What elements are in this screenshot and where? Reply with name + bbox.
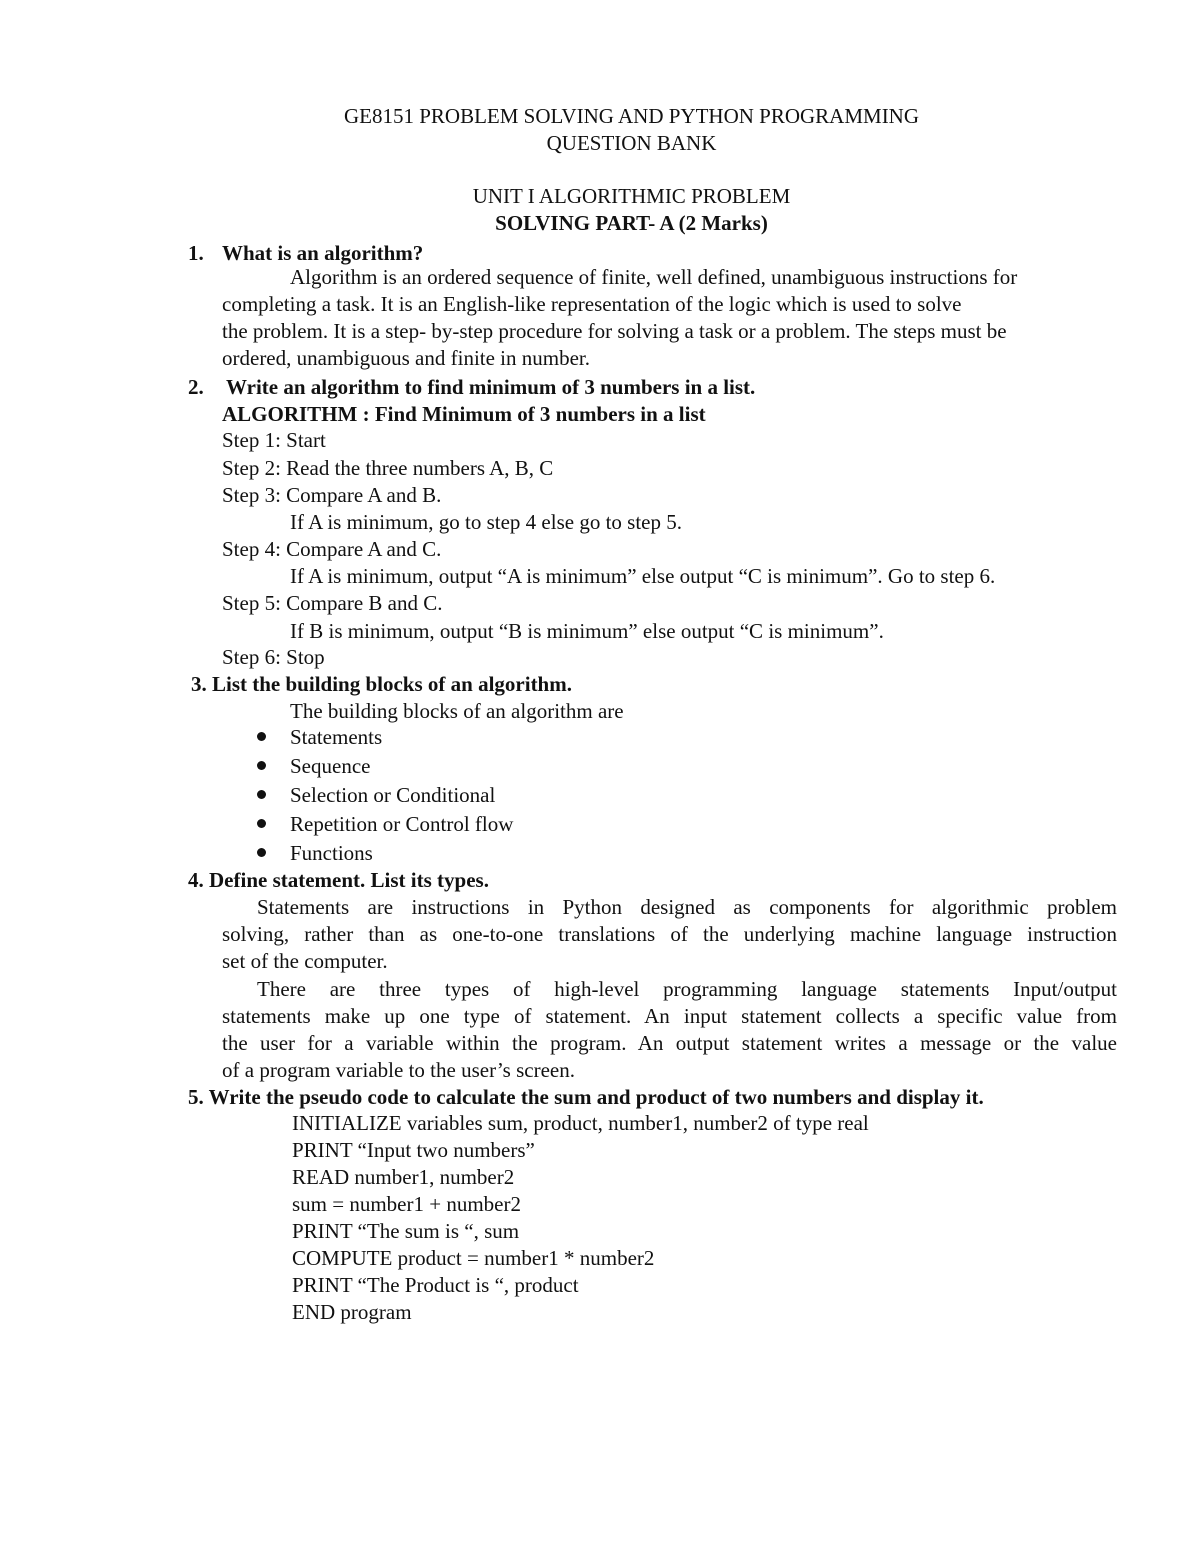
pseudo-code-line: PRINT “Input two numbers”: [292, 1138, 535, 1162]
document-subtitle: QUESTION BANK: [546, 131, 717, 155]
pseudo-code-line: PRINT “The sum is “, sum: [292, 1219, 520, 1243]
algorithm-step: Step 2: Read the three numbers A, B, C: [222, 456, 554, 480]
pseudo-code-line: PRINT “The Product is “, product: [292, 1273, 579, 1297]
answer-4-line: solving, rather than as one-to-one translations of the underlying machine language instruction: [222, 922, 1117, 946]
bullet-icon: [257, 848, 266, 857]
part-title: SOLVING PART- A (2 Marks): [495, 211, 768, 235]
list-item: Repetition or Control flow: [290, 812, 514, 836]
pseudo-code-line: COMPUTE product = number1 * number2: [292, 1246, 655, 1270]
list-item: Sequence: [290, 754, 371, 778]
question-3: 3. List the building blocks of an algorithm.: [191, 672, 572, 696]
answer-4-line: statements make up one type of statement. An input statement collects a specific value from: [222, 1004, 1117, 1028]
question-2: Write an algorithm to find minimum of 3 numbers in a list.: [226, 375, 756, 399]
algorithm-step: Step 3: Compare A and B.: [222, 483, 442, 507]
bullet-icon: [257, 732, 266, 741]
unit-title: UNIT I ALGORITHMIC PROBLEM: [472, 184, 791, 208]
answer-4-line: set of the computer.: [222, 949, 388, 973]
document-title: GE8151 PROBLEM SOLVING AND PYTHON PROGRAMMING: [343, 104, 920, 128]
pseudo-code-line: sum = number1 + number2: [292, 1192, 521, 1216]
answer-1-line: completing a task. It is an English-like representation of the logic which is used to solve: [222, 292, 962, 316]
question-1: What is an algorithm?: [222, 241, 424, 265]
answer-4-line: the user for a variable within the program. An output statement writes a message or the value: [222, 1031, 1117, 1055]
question-4: 4. Define statement. List its types.: [188, 868, 489, 892]
question-5: 5. Write the pseudo code to calculate the sum and product of two numbers and display it.: [188, 1085, 984, 1109]
algorithm-step: Step 4: Compare A and C.: [222, 537, 442, 561]
list-item: Statements: [290, 725, 383, 749]
answer-1-line: the problem. It is a step- by-step procedure for solving a task or a problem. The steps must be: [222, 319, 1007, 343]
algorithm-step-detail: If A is minimum, go to step 4 else go to step 5.: [290, 510, 682, 534]
pseudo-code-line: INITIALIZE variables sum, product, number1, number2 of type real: [292, 1111, 869, 1135]
algorithm-step: Step 6: Stop: [222, 645, 325, 669]
answer-1-line: Algorithm is an ordered sequence of finite, well defined, unambiguous instructions for: [290, 265, 1018, 289]
algorithm-step-detail: If B is minimum, output “B is minimum” else output “C is minimum”.: [290, 619, 884, 643]
answer-4-line: There are three types of high-level programming language statements Input/output: [257, 977, 1117, 1001]
question-2-number: 2.: [188, 375, 204, 399]
answer-1-line: ordered, unambiguous and finite in number.: [222, 346, 591, 370]
bullet-icon: [257, 761, 266, 770]
question-1-number: 1.: [188, 241, 204, 265]
answer-4-line: of a program variable to the user’s screen.: [222, 1058, 575, 1082]
building-blocks-intro: The building blocks of an algorithm are: [290, 699, 624, 723]
answer-4-line: Statements are instructions in Python designed as components for algorithmic problem: [257, 895, 1117, 919]
pseudo-code-line: READ number1, number2: [292, 1165, 515, 1189]
list-item: Functions: [290, 841, 373, 865]
algorithm-step-detail: If A is minimum, output “A is minimum” else output “C is minimum”. Go to step 6.: [290, 564, 996, 588]
pseudo-code-line: END program: [292, 1300, 412, 1324]
bullet-icon: [257, 819, 266, 828]
algorithm-step: Step 1: Start: [222, 428, 326, 452]
bullet-icon: [257, 790, 266, 799]
list-item: Selection or Conditional: [290, 783, 496, 807]
algorithm-step: Step 5: Compare B and C.: [222, 591, 443, 615]
algorithm-heading: ALGORITHM : Find Minimum of 3 numbers in a list: [222, 402, 706, 426]
